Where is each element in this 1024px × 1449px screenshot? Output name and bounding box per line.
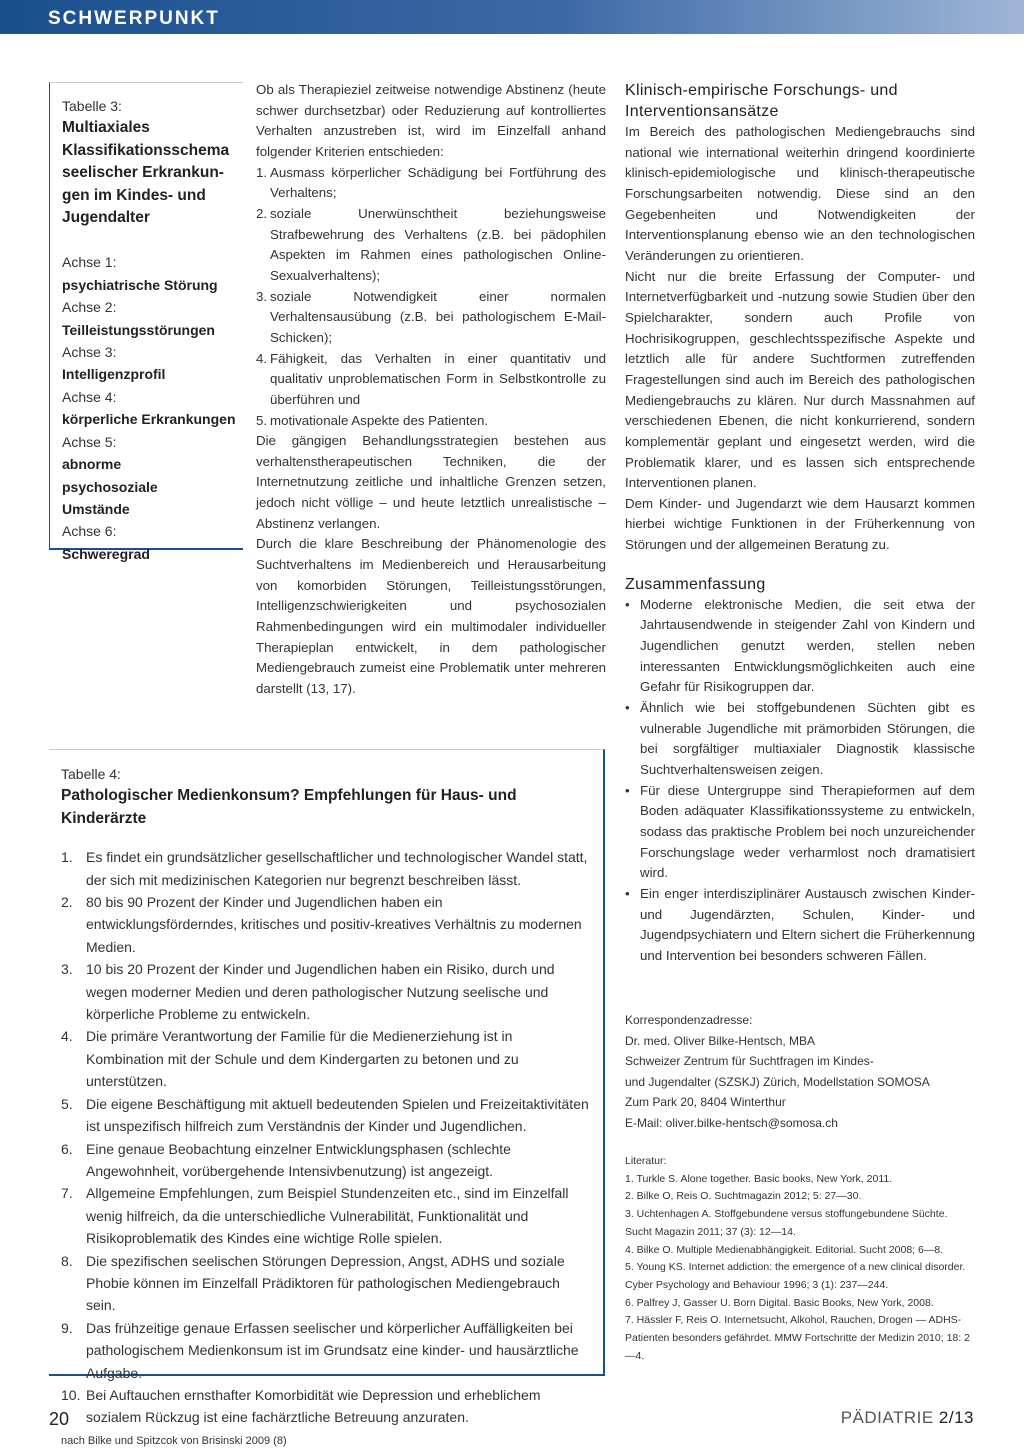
list-item [61,1093,591,1138]
right-column-text [625,80,975,967]
research-paragraph-3: Dem Kinder- und Jugendarzt wie dem Hausarzt kommen hierbei wichtige Funktionen in der Früherkennung von Störungen und der allgemeinen Beratung zu. [625,495,975,553]
reference-item: 4. Bilke O. Multiple Medienabhängigkeit. Editorial. Sucht 2008; 6—8. [625,1243,944,1256]
list-item [256,349,606,411]
reference-item: 5. Young KS. Internet addiction: the emergence of a new clinical disorder. Cyber Psychology and Behaviour 1996; 3 (1): 237—244. [625,1261,966,1291]
middle-column-text [256,80,606,700]
list-item [61,1317,591,1384]
list-item [61,1250,591,1317]
summary-bullet: • Ähnlich wie bei stoffgebundenen Süchten gibt es vulnerable Jugendliche mit prämorbiden Störungen, die bei sorgfältiger multiaxialer Diagnostik klassische Suchtverhaltensweisen zeigen. [625,698,975,781]
recommendations-list [61,846,591,1429]
research-paragraph-1: Im Bereich des pathologischen Mediengebrauchs sind national wie international weiterhin dringend koordinierte klinisch-epidemiologische und klinisch-therapeutische Forschungsarbeiten notwendig. Diese sind an den Gegebenheiten und Notwendigkeiten der Interventionsplanung ebenso wie an den technologischen Veränderungen zu orientieren. [625,124,975,263]
correspondence-line: Dr. med. Oliver Bilke-Hentsch, MBA [625,1033,816,1048]
list-text: Ausmass körperlicher Schädigung bei Fortführung des Verhaltens; [270,164,606,201]
section-title: SCHWERPUNKT [48,8,220,29]
list-text: motivationale Aspekte des Patienten. [270,412,489,428]
summary-bullet: • Für diese Untergruppe sind Therapieformen auf dem Boden adäquater Klassifikationssysteme zu entwickeln, sodass das praktische Problem bei noch unzureichender Forschungslage weder verharmlost noch dramatisiert wird. [625,781,975,884]
list-item [256,204,606,287]
magazine-footer [841,1408,974,1428]
table-3-label: Tabelle 3: [62,98,122,114]
list-number: 2. [256,205,268,221]
summary-list [625,595,975,967]
list-number: 1. [256,164,268,180]
page-number: 20 [49,1409,70,1429]
list-number: 3. [256,288,268,304]
table-4-title: Pathologischer Medienkonsum? Empfehlungen für Haus- und Kinderärzte [61,787,517,827]
list-number: 5. [61,1095,73,1112]
axis-4-label: Achse 4: [62,388,117,405]
section-header-bar [0,0,1024,34]
list-text: Eine genaue Beobachtung einzelner Entwicklungsphasen (schlechte Angewohnheit, vorübergehende Intensivbenutzung) ist angezeigt. [86,1140,511,1179]
list-number: 3. [61,961,73,978]
axis-2-value: Teilleistungsstörungen [62,321,215,338]
correspondence-address [625,1010,985,1133]
summary-bullet: • Moderne elektronische Medien, die seit etwa der Jahrtausendwende in steigender Zahl von Kindern und Jugendlichen genutzt werden, stellen neben interessanten Entwicklungsmöglichkeiten auch eine Gefahr für Risikogruppen dar. [625,595,975,698]
axis-1-label: Achse 1: [62,254,117,271]
axis-3-label: Achse 3: [62,344,117,361]
list-text: Allgemeine Empfehlungen, zum Beispiel Stundenzeiten etc., sind im Einzelfall wenig hilfreich, da die unterschiedliche Vulnerabilität, Funktionalität und Risikoproblematik des Kindes eine wichtige Rolle spielen. [86,1185,569,1247]
list-text: Die spezifischen seelischen Störungen Depression, Angst, ADHS und soziale Phobie können im Einzelfall Prädiktoren für pathologischen Mediengebrauch sein. [86,1252,565,1314]
list-text: Die primäre Verantwortung der Familie für die Medienerziehung ist in Kombination mit der Schule und dem Kindergarten zu betonen und zu unterstützen. [86,1028,519,1090]
reference-item: 3. Uchtenhagen A. Stoffgebundene versus stoffungebundene Süchte. Sucht Magazin 2011; 37 (3): 12—14. [625,1208,948,1238]
list-number: 4. [256,350,268,366]
list-item [61,1384,591,1429]
list-text: Die eigene Beschäftigung mit aktuell bedeutenden Spielen und Freizeitaktivitäten ist unspezifisch hilfreich zum Verständnis der Kinder und Jugendlichen. [86,1095,589,1135]
list-number: 6. [61,1140,73,1157]
reference-item: 2. Bilke O, Reis O. Suchtmagazin 2012; 5: 27—30. [625,1190,862,1203]
literature-list [625,1153,970,1365]
axis-2-label: Achse 2: [62,299,117,316]
email-line[interactable]: E-Mail: oliver.bilke-hentsch@somosa.ch [625,1115,838,1130]
reference-item: 7. Hässler F, Reis O. Internetsucht, Alkohol, Rauchen, Drogen — ADHS-Patienten besonders gefährdet. MMW Fortschritte der Medizin 2010; 18: 2—4. [625,1314,970,1362]
list-number: 7. [61,1185,73,1202]
correspondence-line: und Jugendalter (SZSKJ) Zürich, Modellstation SOMOSA [625,1074,930,1089]
reference-item: 6. Palfrey J, Gasser U. Born Digital. Basic Books, New York, 2008. [625,1296,934,1309]
table-3-title: Multiaxiales Klassifikationsschema seelischer Erkrankun- gen im Kindes- und Jugendalter [62,119,230,227]
axis-6-label: Achse 6: [62,523,117,540]
axis-5-value: abnorme psychosoziale Umstände [62,456,158,517]
list-text: Das frühzeitige genaue Erfassen seelischer und körperlicher Auffälligkeiten bei pathologischem Medienkonsum ist im Grundsatz eine kinder- und hausärztliche Aufgabe. [86,1319,579,1381]
axis-1-value: psychiatrische Störung [62,276,218,293]
magazine-name: PÄDIATRIE [840,1408,934,1427]
axis-6-value: Schweregrad [62,545,150,562]
correspondence-line: Zum Park 20, 8404 Winterthur [625,1095,786,1109]
research-heading: Klinisch-empirische Forschungs- und Interventionsansätze [625,82,898,120]
list-number: 8. [61,1252,73,1269]
axis-5-label: Achse 5: [62,433,117,450]
list-item [61,891,591,958]
list-number: 5. [256,412,268,428]
table-4-label: Tabelle 4: [61,766,121,782]
list-item [61,1138,591,1183]
correspondence-line: Schweizer Zentrum für Suchtfragen im Kindes- [625,1054,874,1068]
list-text: Bei Auftauchen ernsthafter Komorbidität wie Depression und erheblichem sozialem Rückzug ist eine fachärztliche Betreuung anzuraten. [86,1386,541,1426]
research-paragraph-2: Nicht nur die breite Erfassung der Computer- und Internetverfügbarkeit und -nutzung sowie Studien über den Spielcharakter, sondern auch Profile von Hochrisikogruppen, geschlechtsspezifische Aspekte und letztlich alle für andere Suchtformen zutreffenden Fragestellungen sind auch im Bereich des pathologischen Mediengebrauchs zu klären. Nur durch Massnahmen auf verschiedenen Ebenen, die nicht konkurrierend, sondern komplementär geplant und eingesetzt werden, wird die Problematik klarer, und es lassen sich entsprechende Interventionen planen. [625,268,975,491]
list-item [256,287,606,349]
correspondence-label: Korrespondenzadresse: [625,1013,753,1027]
intro-paragraph: Ob als Therapieziel zeitweise notwendige Abstinenz (heute schwer durchsetzbar) oder Reduzierung auf kontrolliertes Verhalten anzustreben ist, wird im Einzelfall anhand folgender Kriterien entschieden: [256,82,606,159]
list-text: soziale Notwendigkeit einer normalen Verhaltensausübung (z.B. bei pathologischem E-Mail-Schicken); [270,288,606,345]
axis-4-value: körperliche Erkrankungen [62,411,236,428]
list-item [61,846,591,891]
list-number: 1. [61,849,73,866]
list-item [61,1182,591,1249]
table-4-source: nach Bilke und Spitzcok von Brisinski 2009 (8) [61,1434,287,1447]
reference-item: 1. Turkle S. Alone together. Basic books, New York, 2011. [625,1172,893,1185]
summary-bullet: • Ein enger interdisziplinärer Austausch zwischen Kinder- und Jugendärzten, Schulen, Kinder- und Jugendpsychiatern und Eltern sichert die Früherkennung und Intervention bei besonders schweren Fällen. [625,884,975,967]
list-item [256,411,606,432]
treatment-paragraph: Die gängigen Behandlungsstrategien bestehen aus verhaltenstherapeutischen Techniken, die der Internetnutzung zeitliche und inhaltliche Grenzen setzen, jedoch nicht völlige – und heute letztlich unrealistische – Abstinenz verlangen. [256,433,606,531]
list-text: 80 bis 90 Prozent der Kinder und Jugendlichen haben ein entwicklungsförderndes, kritisches und positiv-kreatives Verhältnis zu modernen Medien. [86,894,582,955]
list-text: Es findet ein grundsätzlicher gesellschaftlicher und technologischer Wandel statt, der sich mit medizinischen Kategorien nur begrenzt beschreiben lässt. [86,849,588,888]
summary-heading: Zusammenfassung [625,575,766,593]
list-number: 4. [61,1028,73,1045]
list-item [61,1025,591,1092]
table-4-box [49,749,605,1447]
list-item [256,163,606,204]
list-number: 9. [61,1319,73,1336]
phenomenology-paragraph: Durch die klare Beschreibung der Phänomenologie des Suchtverhaltens im Medienbereich und Herausarbeitung von komorbiden Störungen, Teilleistungsstörungen, Intelligenzschwierigkeiten und psychosozialen Rahmenbedingungen wird ein multimodaler individueller Therapieplan entwickelt, in dem pathologischer Mediengebrauch zumeist eine Problematik unter mehreren darstellt (13, 17). [256,536,606,697]
list-item [61,958,591,1025]
literature-label: Literatur: [625,1155,667,1167]
list-text: Fähigkeit, das Verhalten in einer quantitativ und qualitativ unproblematischen Form in Selbstkontrolle zu überführen und [270,350,606,407]
list-text: soziale Unerwünschtheit beziehungsweise Strafbewehrung des Verhaltens (z.B. bei pädophilen Aspekten im Rahmen eines pathologischen Online-Sexualverhaltens); [270,205,606,283]
list-number: 10. [61,1386,81,1403]
list-text: 10 bis 20 Prozent der Kinder und Jugendlichen haben ein Risiko, durch und wegen moderner Medien und deren pathologischer Nutzung seelische und körperliche Probleme zu entwickeln. [86,961,555,1023]
criteria-list [256,163,606,432]
table-3-box [49,82,243,562]
issue-number: 2/13 [938,1408,974,1427]
list-number: 2. [61,894,73,911]
axis-3-value: Intelligenzprofil [62,366,166,383]
